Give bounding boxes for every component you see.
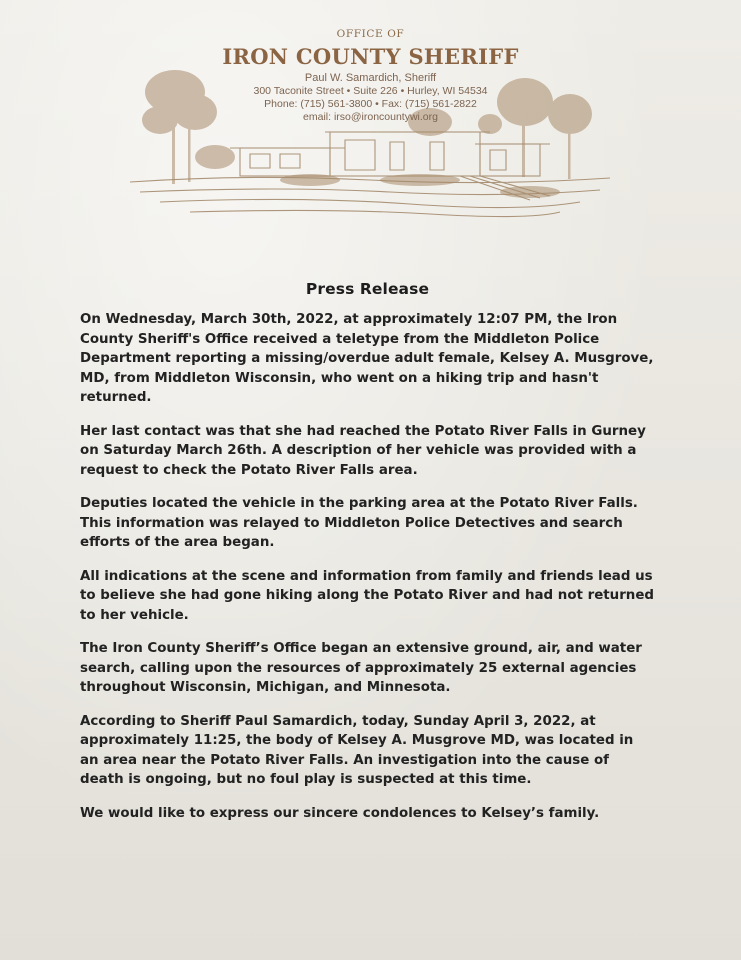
paragraph-1: On Wednesday, March 30th, 2022, at approximately 12:07 PM, the Iron County Sheriff's Office received a teletype from the Middleton Police Department reporting a missing/overdue adult female, Kelsey A. Musgrove, MD, from Middleton Wisconsin, who went on a hiking trip and hasn't returned. (80, 312, 654, 405)
letterhead-sheriff-name: Paul W. Samardich, Sheriff (304, 72, 437, 84)
letterhead-phone-fax: Phone: (715) 561-3800 • Fax: (715) 561-2822 (264, 98, 477, 110)
press-release-heading: Press Release (305, 280, 430, 298)
paragraph-6: According to Sheriff Paul Samardich, today, Sunday April 3, 2022, at approximately 11:25, the body of Kelsey A. Musgrove MD, was located in an area near the Potato River Falls. An investigation into the cause of death is ongoing, but no foul play is suspected at this time. (80, 713, 634, 787)
paragraph-4: All indications at the scene and information from family and friends lead us to believe she had gone hiking along the Potato River and had not returned to her vehicle. (80, 568, 655, 623)
letterhead-address: 300 Taconite Street • Suite 226 • Hurley, WI 54534 (253, 85, 488, 97)
paragraph-2: Her last contact was that she had reached the Potato River Falls in Gurney on Saturday March 26th. A description of her vehicle was provided with a request to check the Potato River Falls area. (80, 423, 646, 478)
paragraph-5: The Iron County Sheriff’s Office began an extensive ground, air, and water search, calling upon the resources of approximately 25 external agencies throughout Wisconsin, Michigan, and Minnesota. (80, 641, 642, 695)
letterhead-title: IRON COUNTY SHERIFF (222, 44, 519, 69)
letterhead (0, 0, 741, 230)
letterhead-office-of: OFFICE OF (336, 28, 405, 40)
letterhead-email: email: irso@ironcountywi.org (303, 111, 438, 123)
paragraph-7: We would like to express our sincere condolences to Kelsey’s family. (80, 805, 600, 821)
paragraph-3: Deputies located the vehicle in the parking area at the Potato River Falls. This information was relayed to Middleton Police Detectives and search efforts of the area began. (80, 496, 638, 550)
press-release-body (80, 280, 655, 823)
